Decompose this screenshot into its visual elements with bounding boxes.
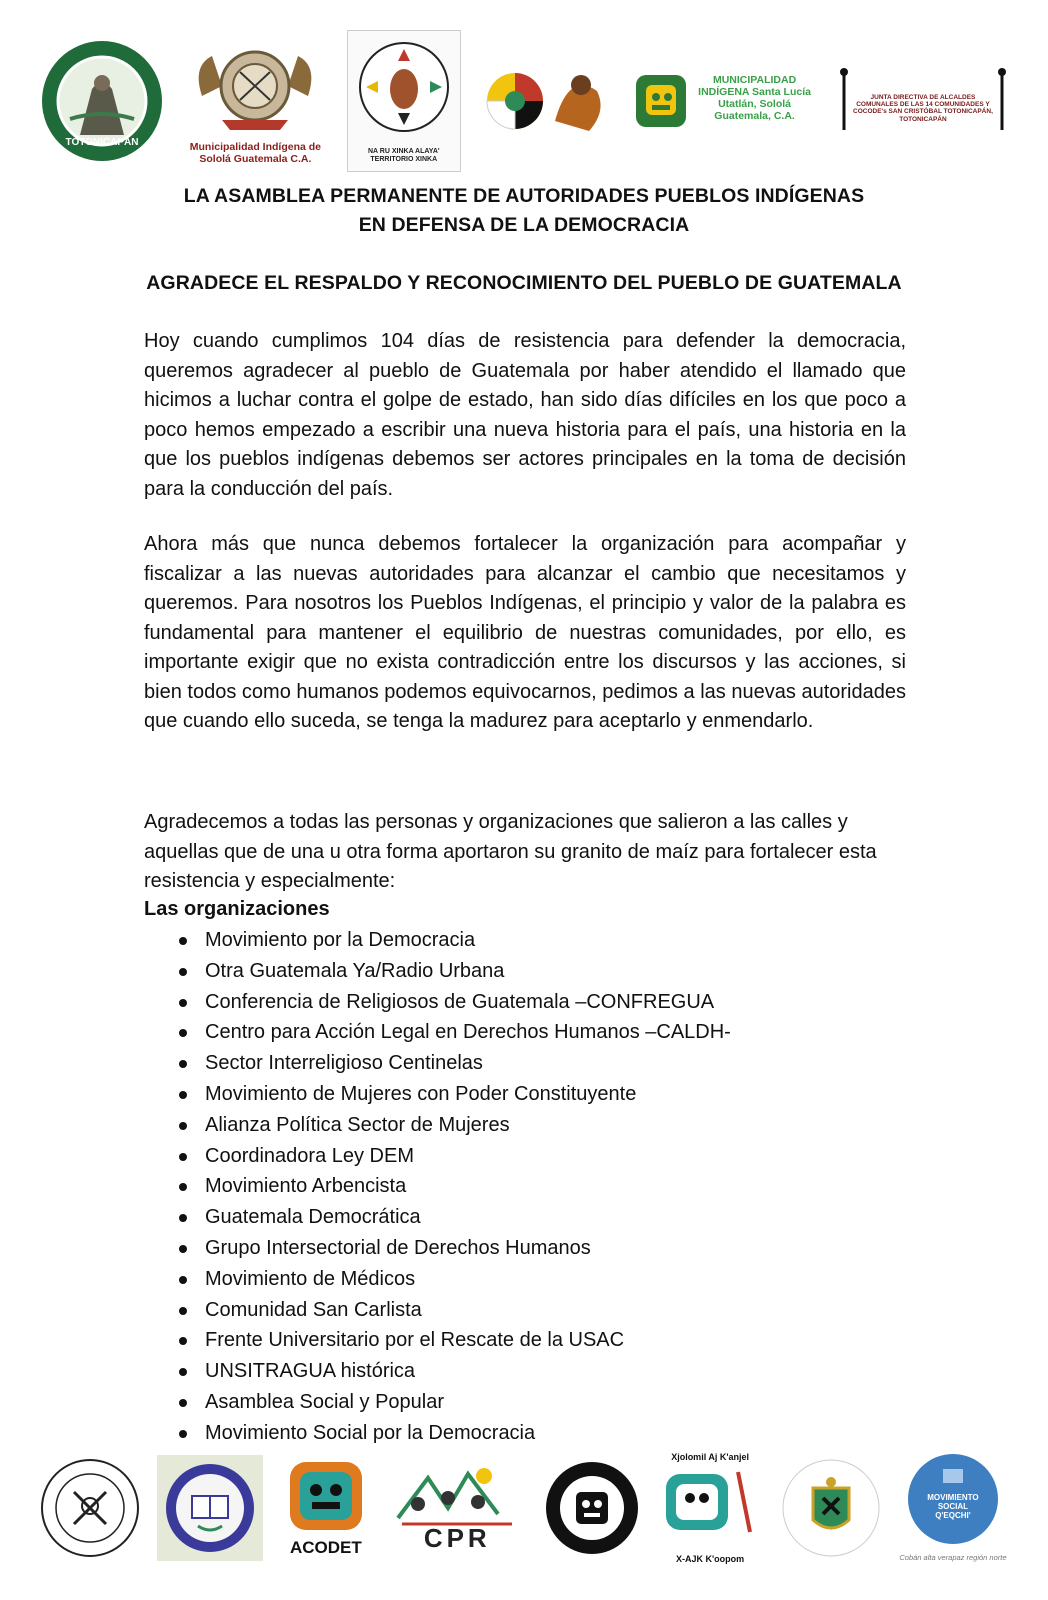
logo-caption: ACODET: [289, 1538, 362, 1558]
logo-caption: Cobán alta verapaz región norte: [899, 1553, 1007, 1563]
bullet: [179, 1029, 187, 1037]
document-title-line2: EN DEFENSA DE LA DEMOCRACIA: [358, 214, 690, 236]
list-item: [144, 1048, 731, 1079]
list-item: [144, 1356, 731, 1387]
logo-caption: X-AJK K'oopom: [676, 1553, 745, 1564]
bullet: [179, 1337, 187, 1345]
bullet: [179, 1399, 187, 1407]
bullet: [179, 1153, 187, 1161]
parlamento-pueblo-xinka-logo: [347, 30, 461, 172]
organization-name: Conferencia de Religiosos de Guatemala –CONFREGUA: [205, 990, 715, 1013]
organization-name: Movimiento de Mujeres con Poder Constituyente: [205, 1082, 637, 1105]
organization-name: Coordinadora Ley DEM: [205, 1144, 414, 1167]
bullet: [179, 1245, 187, 1253]
document-title-line1: LA ASAMBLEA PERMANENTE DE AUTORIDADES PUEBLOS INDÍGENAS: [183, 185, 865, 207]
paragraph-agradecimiento: Agradecemos a todas las personas y organizaciones que salieron a las calles y aquellas que de una u otra forma aportaron su granito de maíz para fortalecer esta resistencia y especialmente:: [144, 811, 877, 892]
organization-name: UNSITRAGUA histórica: [205, 1360, 416, 1383]
bullet: [179, 968, 187, 976]
organization-name: Centro para Acción Legal en Derechos Humanos –CALDH-: [205, 1021, 731, 1044]
organization-name: Sector Interreligioso Centinelas: [205, 1052, 483, 1075]
acodet-logo: [281, 1458, 371, 1558]
junta-directiva-totonicapan-logo: [40, 39, 164, 163]
bullet: [179, 999, 187, 1007]
alcaldia-indigena-ancestral-logo: [479, 51, 615, 151]
movimiento-social-intercultural-ixcan-logo: [544, 1460, 640, 1556]
list-item: [144, 1418, 731, 1449]
bullet: [179, 1091, 187, 1099]
logo-caption: Xjolomil Aj K'anjel: [671, 1452, 750, 1462]
organizations-heading: Las organizaciones: [144, 898, 330, 920]
organization-name: Alianza Política Sector de Mujeres: [205, 1113, 510, 1136]
logo-caption: NA RU XINKA ALAYA' TERRITORIO XINKA: [368, 148, 440, 164]
list-item: [144, 1264, 731, 1295]
organization-name: Guatemala Democrática: [205, 1206, 421, 1229]
bullet: [179, 1183, 187, 1191]
logo-caption: MUNICIPALIDAD INDÍGENA Santa Lucía Utatlán, Sololá Guatemala, C.A.: [698, 73, 811, 122]
municipalidad-indigena-santa-lucia-utatlan-logo: [634, 66, 820, 136]
list-item: [144, 1079, 731, 1110]
organization-name: Frente Universitario por el Rescate de la USAC: [205, 1329, 625, 1352]
comunidades-indigenas-chichicastenango-logo: [40, 1458, 140, 1558]
municipalidad-indigena-solola-logo: [182, 36, 328, 166]
organization-name: Otra Guatemala Ya/Radio Urbana: [205, 959, 505, 982]
junta-alcaldes-san-cristobal-logo: [838, 66, 1008, 136]
list-item: [144, 1387, 731, 1418]
list-item: [144, 1295, 731, 1326]
bullet: [179, 1060, 187, 1068]
paragraph-fortalecer: Ahora más que nunca debemos fortalecer la organización para acompañar y fiscalizar a las nuevas autoridades para alcanzar el cambio que necesitamos y queremos. Para nosotros los Pueblos Indígenas, el principio y valor de la palabra es fundamental para mantener el equilibrio de nuestras comunidades, por ello, es importante exigir que no exista contradicción entre los discursos y las acciones, si bien todos como humanos podemos equivocarnos, pedimos a las nuevas autoridades que cuando ello suceda, se tenga la madurez para aceptarlo y enmendarlo.: [144, 533, 906, 732]
institucion-educativa-gear-logo: [157, 1455, 263, 1561]
organizations-list: [144, 925, 731, 1449]
list-item: [144, 925, 731, 956]
list-item: [144, 1325, 731, 1356]
list-item: [144, 956, 731, 987]
junta-alcaldes-san-francisco-el-alto-logo: [781, 1458, 881, 1558]
xjolomil-aj-kanjel-logo: [657, 1452, 763, 1564]
organization-name: Asamblea Social y Popular: [205, 1390, 445, 1413]
organization-name: Movimiento por la Democracia: [205, 929, 476, 951]
list-item: [144, 1171, 731, 1202]
movimiento-social-qeqchi-logo: [898, 1453, 1008, 1563]
organization-name: Movimiento Arbencista: [205, 1175, 407, 1198]
list-item: [144, 1017, 731, 1048]
logo-caption: TOTONICAPÁN: [65, 137, 139, 148]
list-item: [144, 987, 731, 1018]
bullet: [179, 1307, 187, 1315]
document-subtitle: AGRADECE EL RESPALDO Y RECONOCIMIENTO DEL PUEBLO DE GUATEMALA: [146, 272, 902, 294]
bullet: [179, 1368, 187, 1376]
list-item: [144, 1233, 731, 1264]
logo-caption: JUNTA DIRECTIVA DE ALCALDES COMUNALES DE LAS 14 COMUNIDADES Y COCODE's SAN CRISTÓBAL TOTONICAPÁN, TOTONICAPÁN: [853, 93, 993, 123]
paragraph-resistencia: Hoy cuando cumplimos 104 días de resistencia para defender la democracia, queremos agradecer al pueblo de Guatemala por haber atendido el llamado que hicimos a luchar contra el golpe de estado, han sido días difíciles en los que poco a poco hemos empezado a escribir una nueva historia para el país, una historia en la que los pueblos indígenas debemos ser actores principales en la toma de decisión para la conducción del país.: [144, 330, 906, 500]
header-logo-row: [40, 28, 1008, 173]
bullet: [179, 1430, 187, 1438]
bullet: [179, 1122, 187, 1130]
organization-name: Movimiento de Médicos: [205, 1267, 416, 1290]
list-item: [144, 1202, 731, 1233]
footer-logo-row: [40, 1448, 1008, 1568]
bullet: [179, 1276, 187, 1284]
logo-caption: MOVIMIENTO SOCIAL Q'EQCHI': [927, 1493, 979, 1521]
list-item: [144, 1110, 731, 1141]
organization-name: Movimiento Social por la Democracia: [205, 1421, 536, 1444]
list-item: [144, 1141, 731, 1172]
bullet: [179, 1214, 187, 1222]
organization-name: Comunidad San Carlista: [205, 1298, 422, 1321]
logo-caption: Municipalidad Indígena de Sololá Guatemala C.A.: [189, 141, 322, 166]
logo-caption: CPR: [423, 1523, 491, 1554]
cpr-logo: [388, 1458, 526, 1558]
bullet: [179, 937, 187, 945]
organization-name: Grupo Intersectorial de Derechos Humanos: [205, 1236, 591, 1259]
